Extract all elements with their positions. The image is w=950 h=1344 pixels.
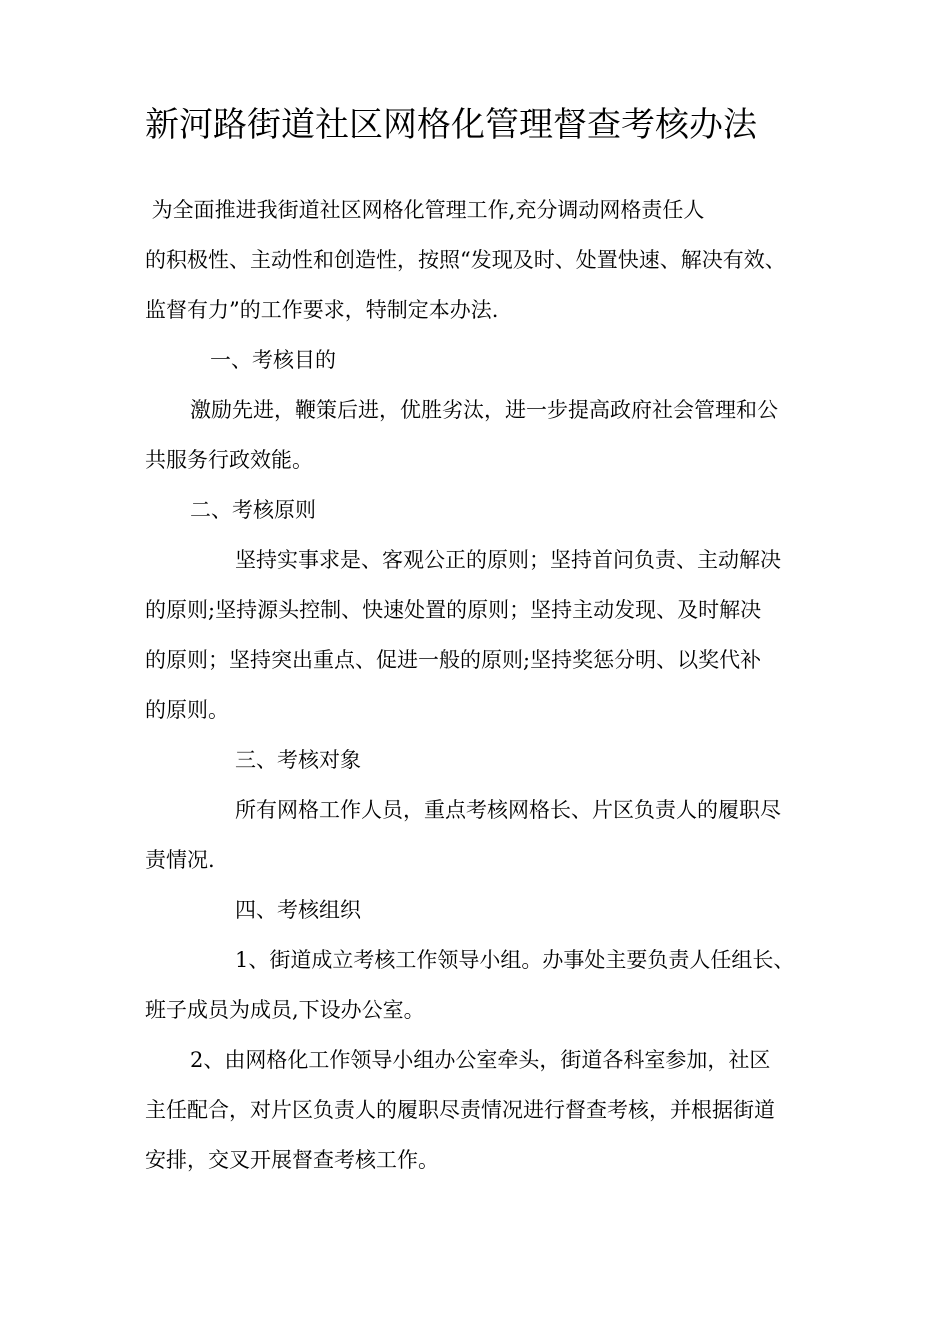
paragraph-line: 的原则。 xyxy=(145,698,229,722)
paragraph-line: 主任配合，对片区负责人的履职尽责情况进行督查考核，并根据街道 xyxy=(145,1098,775,1122)
paragraph-line: 的积极性、主动性和创造性，按照“发现及时、处置快速、解决有效、 xyxy=(145,248,786,272)
paragraph-line: 为全面推进我街道社区网格化管理工作,充分调动网格责任人 xyxy=(145,198,705,222)
paragraph-line: 坚持实事求是、客观公正的原则；坚持首问负责、主动解决 xyxy=(235,548,781,572)
paragraph-line: 共服务行政效能。 xyxy=(145,448,313,472)
section-heading: 一、考核目的 xyxy=(210,348,336,372)
paragraph-line: 激励先进，鞭策后进，优胜劣汰，进一步提高政府社会管理和公 xyxy=(190,398,778,422)
document-title: 新河路街道社区网格化管理督查考核办法 xyxy=(145,105,757,145)
paragraph-line: 1、街道成立考核工作领导小组。办事处主要负责人任组长、 xyxy=(235,948,795,972)
paragraph-line: 安排，交叉开展督查考核工作。 xyxy=(145,1148,439,1172)
section-heading: 二、考核原则 xyxy=(190,498,316,522)
paragraph-line: 的原则;坚持源头控制、快速处置的原则；坚持主动发现、及时解决 xyxy=(145,598,762,622)
paragraph-line: 所有网格工作人员，重点考核网格长、片区负责人的履职尽 xyxy=(235,798,781,822)
section-heading: 四、考核组织 xyxy=(235,898,361,922)
paragraph-line: 责情况. xyxy=(145,848,215,872)
paragraph-line: 的原则；坚持突出重点、促进一般的原则;坚持奖惩分明、以奖代补 xyxy=(145,648,762,672)
paragraph-line: 监督有力”的工作要求，特制定本办法. xyxy=(145,298,499,322)
section-heading: 三、考核对象 xyxy=(235,748,361,772)
paragraph-line: 2、由网格化工作领导小组办公室牵头，街道各科室参加，社区 xyxy=(190,1048,771,1072)
paragraph-line: 班子成员为成员,下设办公室。 xyxy=(145,998,425,1022)
